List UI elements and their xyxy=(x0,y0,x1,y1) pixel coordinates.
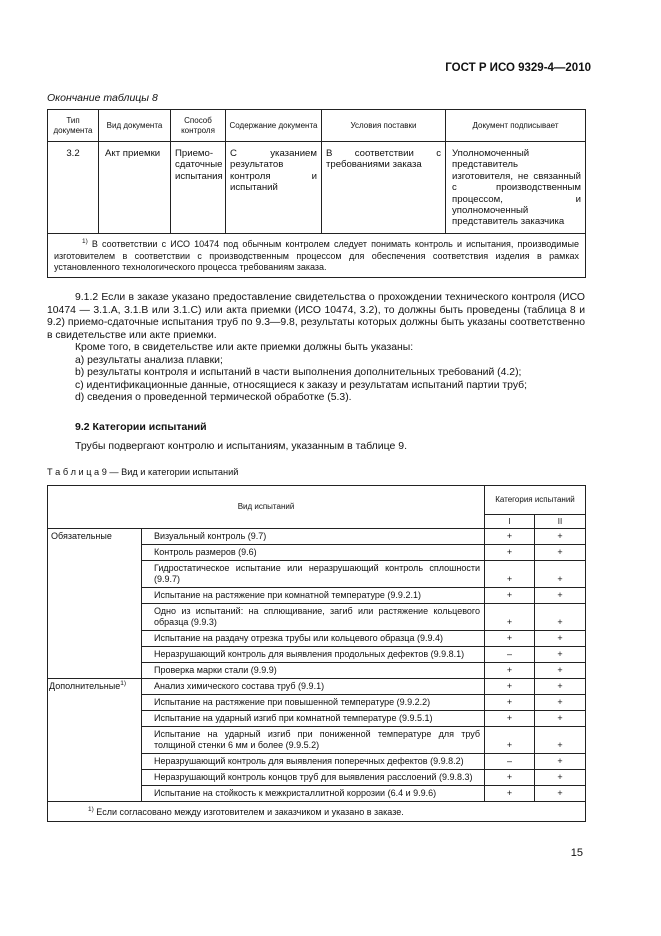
table-9 xyxy=(47,485,586,822)
cat-i-mark: + xyxy=(485,631,535,647)
cat-ii-mark: + xyxy=(535,727,586,754)
test-name: Проверка марки стали (9.9.9) xyxy=(142,663,485,679)
cat-i-mark: + xyxy=(485,727,535,754)
test-name: Одно из испытаний: на сплющивание, загиб или растяжение кольцевого образца (9.9.3) xyxy=(142,604,485,631)
group-mandatory: Обязательные xyxy=(48,529,142,679)
group-additional-label: Дополнительные xyxy=(49,681,121,691)
paragraph-9-1-2: 9.1.2 Если в заказе указано предоставление свидетельства о прохождении технического контроля (ИСО 10474 — 3.1.А, 3.1.В или 3.1.С) или акта приемки (ИСО 10474, 3.2), то должны быть проведены (таблица 8 и 9.2) приемо-сдаточные испытания труб по 9.3—9.8, результаты которых должны быть указаны соответственно в свидетельстве или акте приемки. xyxy=(47,292,585,341)
cat-ii-mark: + xyxy=(535,786,586,802)
test-name: Испытание на раздачу отрезка трубы или кольцевого образца (9.9.4) xyxy=(142,631,485,647)
table-row xyxy=(48,529,586,545)
cat-ii-mark: + xyxy=(535,711,586,727)
cat-i-mark: + xyxy=(485,604,535,631)
cat-ii-mark: + xyxy=(535,561,586,588)
cat-ii-mark: + xyxy=(535,647,586,663)
page-number: 15 xyxy=(570,847,583,859)
cat-ii-mark: + xyxy=(535,754,586,770)
cat-i-mark: + xyxy=(485,561,535,588)
section-title: 9.2 Категории испытаний xyxy=(75,421,207,433)
footnote-mark: 1) xyxy=(120,680,127,687)
paragraph-additionally: Кроме того, в свидетельстве или акте приемки должны быть указаны: xyxy=(75,342,414,353)
footnote-mark: 1) xyxy=(82,238,88,245)
test-name: Контроль размеров (9.6) xyxy=(142,545,485,561)
test-name: Испытание на ударный изгиб при пониженной температуре для труб толщиной стенки 6 мм и более (9.9.5.2) xyxy=(142,727,485,754)
cat-ii-mark: + xyxy=(535,631,586,647)
test-name: Неразрушающий контроль для выявления поперечных дефектов (9.9.8.2) xyxy=(142,754,485,770)
table8-cell: 3.2 xyxy=(48,142,99,234)
table9-footnote-row xyxy=(48,802,586,822)
section-intro: Трубы подвергают контролю и испытаниям, указанным в таблице 9. xyxy=(75,440,408,452)
cat-i-mark: + xyxy=(485,663,535,679)
table8-cell: Акт приемки xyxy=(99,142,171,234)
table9-header-type: Вид испытаний xyxy=(48,486,485,529)
table8-header-cell: Содержание документа xyxy=(226,110,322,142)
table8-header-cell: Условия поставки xyxy=(322,110,446,142)
table8-header-cell: Документ подписывает xyxy=(446,110,586,142)
group-additional xyxy=(48,679,142,802)
table8-header-cell: Способ контроля xyxy=(171,110,226,142)
table8-cell: Приемо-сдаточные испытания xyxy=(171,142,226,234)
test-name: Анализ химического состава труб (9.9.1) xyxy=(142,679,485,695)
cat-ii-mark: + xyxy=(535,545,586,561)
test-name: Визуальный контроль (9.7) xyxy=(142,529,485,545)
table9-header-row xyxy=(48,486,586,515)
test-name: Испытание на растяжение при повышенной температуре (9.9.2.2) xyxy=(142,695,485,711)
table9-footnote xyxy=(48,802,586,822)
table-row xyxy=(48,679,586,695)
cat-ii-mark: + xyxy=(535,663,586,679)
cat-i-mark: + xyxy=(485,695,535,711)
test-name: Испытание на стойкость к межкристаллитной коррозии (6.4 и 9.9.6) xyxy=(142,786,485,802)
cat-i-mark: + xyxy=(485,770,535,786)
table8-caption: Окончание таблицы 8 xyxy=(47,92,158,104)
cat-ii-mark: + xyxy=(535,604,586,631)
table8-header-row xyxy=(48,110,586,142)
footnote-mark: 1) xyxy=(88,805,94,813)
table9-header-category: Категория испытаний xyxy=(485,486,586,515)
table9-header-cat-ii: II xyxy=(535,515,586,529)
table9-header-cat-i: I xyxy=(485,515,535,529)
cat-ii-mark: + xyxy=(535,679,586,695)
body-text xyxy=(47,292,585,405)
table8-header-cell: Вид документа xyxy=(99,110,171,142)
list-item: b) результаты контроля и испытаний в части выполнения дополнительных требований (4.2); xyxy=(75,367,522,378)
cat-i-mark: – xyxy=(485,754,535,770)
table8-cell: В соответствии с требованиями заказа xyxy=(322,142,446,234)
table8-cell: С указанием результатов контроля и испытаний xyxy=(226,142,322,234)
test-name: Неразрушающий контроль для выявления продольных дефектов (9.9.8.1) xyxy=(142,647,485,663)
cat-ii-mark: + xyxy=(535,695,586,711)
cat-ii-mark: + xyxy=(535,529,586,545)
cat-i-mark: + xyxy=(485,711,535,727)
list-item: c) идентификационные данные, относящиеся к заказу и результатам испытаний партии труб; xyxy=(75,379,527,391)
cat-ii-mark: + xyxy=(535,770,586,786)
cat-i-mark: + xyxy=(485,529,535,545)
table9-caption: Т а б л и ц а 9 — Вид и категории испытаний xyxy=(47,467,239,477)
table8-row xyxy=(48,142,586,234)
test-name: Гидростатическое испытание или неразрушающий контроль сплошности (9.9.7) xyxy=(142,561,485,588)
document-header: ГОСТ Р ИСО 9329-4—2010 xyxy=(445,62,591,74)
cat-ii-mark: + xyxy=(535,588,586,604)
test-name: Испытание на ударный изгиб при комнатной температуре (9.9.5.1) xyxy=(142,711,485,727)
table-8 xyxy=(47,109,586,278)
test-name: Неразрушающий контроль концов труб для выявления расслоений (9.9.8.3) xyxy=(142,770,485,786)
cat-i-mark: + xyxy=(485,679,535,695)
cat-i-mark: + xyxy=(485,588,535,604)
list-item: a) результаты анализа плавки; xyxy=(75,354,223,366)
cat-i-mark: + xyxy=(485,786,535,802)
test-name: Испытание на растяжение при комнатной температуре (9.9.2.1) xyxy=(142,588,485,604)
table8-header-cell: Тип документа xyxy=(48,110,99,142)
table8-footnote-text: В соответствии с ИСО 10474 под обычным контролем следует понимать контроль и испытания, производимые изготовителем в соответствии с производственным процессом для обеспечения соответствия изделия в рамках установленного технологического процесса требованиям заказа. xyxy=(54,239,579,272)
table8-footnote-row xyxy=(48,234,586,278)
cat-i-mark: – xyxy=(485,647,535,663)
table8-footnote xyxy=(48,234,586,278)
cat-i-mark: + xyxy=(485,545,535,561)
table8-cell: Уполномоченный представитель изготовителя, не связанный с производственным процессом, и уполномоченный представитель заказчика xyxy=(446,142,586,234)
table9-footnote-text: Если согласовано между изготовителем и заказчиком и указано в заказе. xyxy=(96,806,404,817)
list-item: d) сведения о проведенной термической обработке (5.3). xyxy=(75,392,352,403)
